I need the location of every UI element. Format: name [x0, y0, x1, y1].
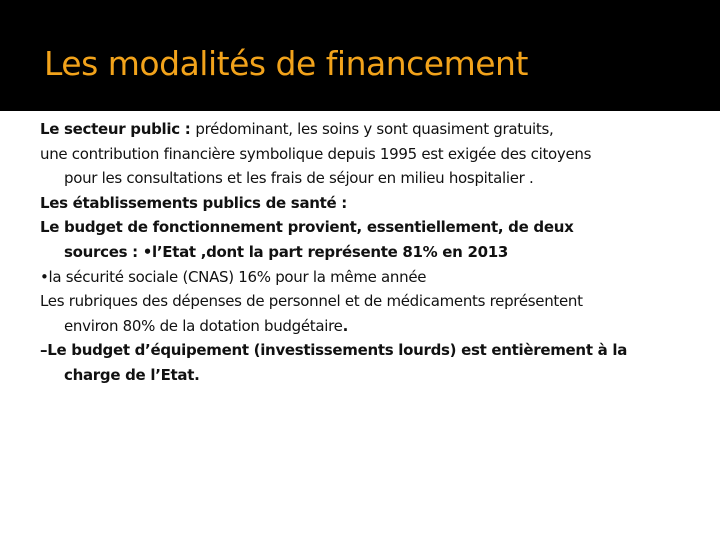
body-line-text: pour les consultations et les frais de séjour en milieu hospitalier . [64, 169, 534, 188]
body-line-text: Les rubriques des dépenses de personnel et de médicaments représentent [40, 292, 583, 311]
body-line [40, 338, 700, 363]
body-line-bold: . [342, 316, 349, 335]
body-line-text: prédominant, les soins y sont quasiment gratuits, [195, 120, 554, 138]
title-divider [0, 111, 720, 113]
body-line-bold: Le budget de fonctionnement provient, essentiellement, de deux [40, 218, 574, 237]
body-line [40, 117, 700, 142]
slide-body [40, 117, 700, 388]
body-line [40, 314, 700, 339]
body-line-text: une contribution financière symbolique depuis 1995 est exigée des citoyens [40, 144, 592, 163]
body-line [40, 142, 700, 167]
body-line [40, 215, 700, 240]
body-line [40, 289, 700, 314]
body-line-bold: Le secteur public : [40, 120, 196, 138]
body-line-bold: sources : •l’Etat ,dont la part représente 81% en 2013 [64, 242, 509, 261]
body-line [40, 191, 700, 216]
body-line-text: •la sécurité sociale (CNAS) 16% pour la même année [40, 267, 427, 286]
body-line [40, 265, 700, 290]
body-line-bold: charge de l’Etat. [64, 365, 200, 384]
slide-title: Les modalités de financement [44, 44, 528, 83]
body-line [40, 166, 700, 191]
body-line-bold: –Le budget d’équipement (investissements lourds) est entièrement à la [40, 341, 628, 360]
body-line-text: environ 80% de la dotation budgétaire [64, 316, 343, 335]
body-line [40, 363, 700, 388]
body-line-bold: Les établissements publics de santé : [40, 193, 348, 212]
body-line [40, 240, 700, 265]
title-bar [0, 0, 720, 111]
